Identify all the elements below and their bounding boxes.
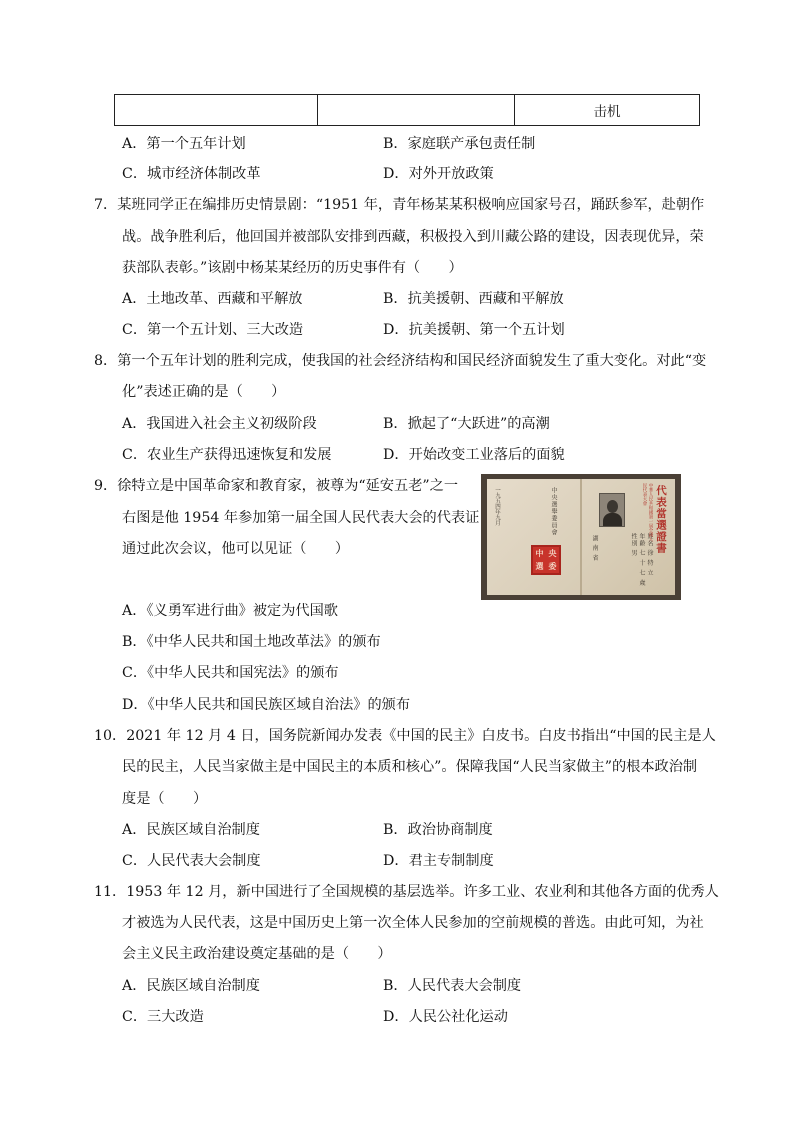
q10-option-a: A．民族区域自治制度 [122,822,260,838]
portrait-body [603,513,622,527]
certificate-title: 代表當選證書 [655,485,667,554]
q7-stem-line-2: 战。战争胜利后，他回国并被部队安排到西藏，积极投入到川藏公路的建设，因表现优异，荣 [122,229,704,245]
q11-option-b: B．人民代表大会制度 [383,978,522,994]
q8-option-a: A．我国进入社会主义初级阶段 [122,416,317,432]
q6-option-d: D．对外开放政策 [383,166,494,182]
q6-option-c: C．城市经济体制改革 [122,166,261,182]
table-row [115,95,700,126]
q11-stem-line-1: 11．1953 年 12 月，新中国进行了全国规模的基层选举。许多工业、农业利和其他各方面的优秀人 [94,884,719,900]
q8-option-b: B．掀起了“大跃进”的高潮 [383,416,550,432]
q9-option-d: D．《中华人民共和国民族区域自治法》的颁布 [122,697,411,713]
q6-option-a: A．第一个五年计划 [122,136,246,152]
certificate-seal [531,545,561,575]
q7-option-b: B．抗美援朝、西藏和平解放 [383,291,564,307]
q9-option-b: B．《中华人民共和国土地改革法》的颁布 [122,634,381,650]
certificate-fold [580,479,582,595]
q11-stem-line-3: 会主义民主政治建设奠定基础的是（ ） [122,946,392,962]
certificate-paper [487,479,675,595]
q11-stem-line-2: 才被选为人民代表，这是中国历史上第一次全体人民参加的空前规模的普选。由此可知，为社 [122,915,704,931]
q11-option-a: A．民族区域自治制度 [122,978,260,994]
q7-stem-line-1: 7．某班同学正在编排历史情景剧：“1951 年，青年杨某某积极响应国家号召，踊跃参军，赴朝作 [94,197,705,213]
seal-char: 選 [535,561,544,571]
q9-stem-line-1: 9．徐特立是中国革命家和教育家，被尊为“延安五老”之一 [94,478,459,494]
q10-stem-line-2: 民的民主，人民当家做主是中国民主的本质和核心”。保障我国“人民当家做主”的根本政治制 [122,759,698,775]
table-cell [115,95,318,126]
q11-option-c: C．三大改造 [122,1009,204,1025]
q7-option-a: A．土地改革、西藏和平解放 [122,291,303,307]
seal-char: 委 [548,561,557,571]
table-cell: 击机 [515,95,700,126]
certificate-date: 一九五四年九月 [494,487,500,526]
q11-option-d: D．人民公社化运动 [383,1009,508,1025]
certificate-age: 年齡 七 十 七 歲 [638,533,645,587]
certificate-gender: 性別 男 [630,533,637,557]
answer-table-fragment [114,94,700,126]
q9-option-a: A．《义勇军进行曲》被定为代国歌 [122,603,338,619]
q8-option-c: C．农业生产获得迅速恢复和发展 [122,447,332,463]
q10-option-d: D．君主专制制度 [383,853,494,869]
q10-stem-line-1: 10．2021 年 12 月 4 日，国务院新闻办发表《中国的民主》白皮书。白皮书指出“中国的民主是人 [94,728,716,744]
representative-certificate-image [481,474,681,600]
q10-stem-line-3: 度是（ ） [122,791,208,807]
q9-stem-line-2: 右图是他 1954 年参加第一届全国人民代表大会的代表证 [122,510,480,526]
q7-option-d: D．抗美援朝、第一个五计划 [383,322,565,338]
certificate-region: 湖 南 省 [591,535,598,562]
seal-char: 中 [535,548,544,558]
q8-stem-line-2: 化”表述正确的是（ ） [122,384,286,400]
q7-stem-line-3: 获部队表彰。”该剧中杨某某经历的历史事件有（ ） [122,260,463,276]
certificate-header: 中華人民共和國第一屆全國人民代表大會 [642,483,653,542]
q8-option-d: D．开始改变工业落后的面貌 [383,447,565,463]
q9-option-c: C．《中华人民共和国宪法》的颁布 [122,665,339,681]
portrait-photo [599,493,625,527]
certificate-issuer: 中央選舉委員會 [550,487,557,536]
q10-option-c: C．人民代表大会制度 [122,853,261,869]
q10-option-b: B．政治协商制度 [383,822,493,838]
q6-option-b: B．家庭联产承包责任制 [383,136,536,152]
certificate-name: 姓名 徐 特 立 [646,533,653,577]
q8-stem-line-1: 8．第一个五年计划的胜利完成，使我国的社会经济结构和国民经济面貌发生了重大变化。对此“变 [94,353,707,369]
table-cell [318,95,515,126]
q9-stem-line-3: 通过此次会议，他可以见证（ ） [122,541,350,557]
seal-char: 央 [548,548,557,558]
q7-option-c: C．第一个五计划、三大改造 [122,322,304,338]
portrait-head [607,500,618,513]
